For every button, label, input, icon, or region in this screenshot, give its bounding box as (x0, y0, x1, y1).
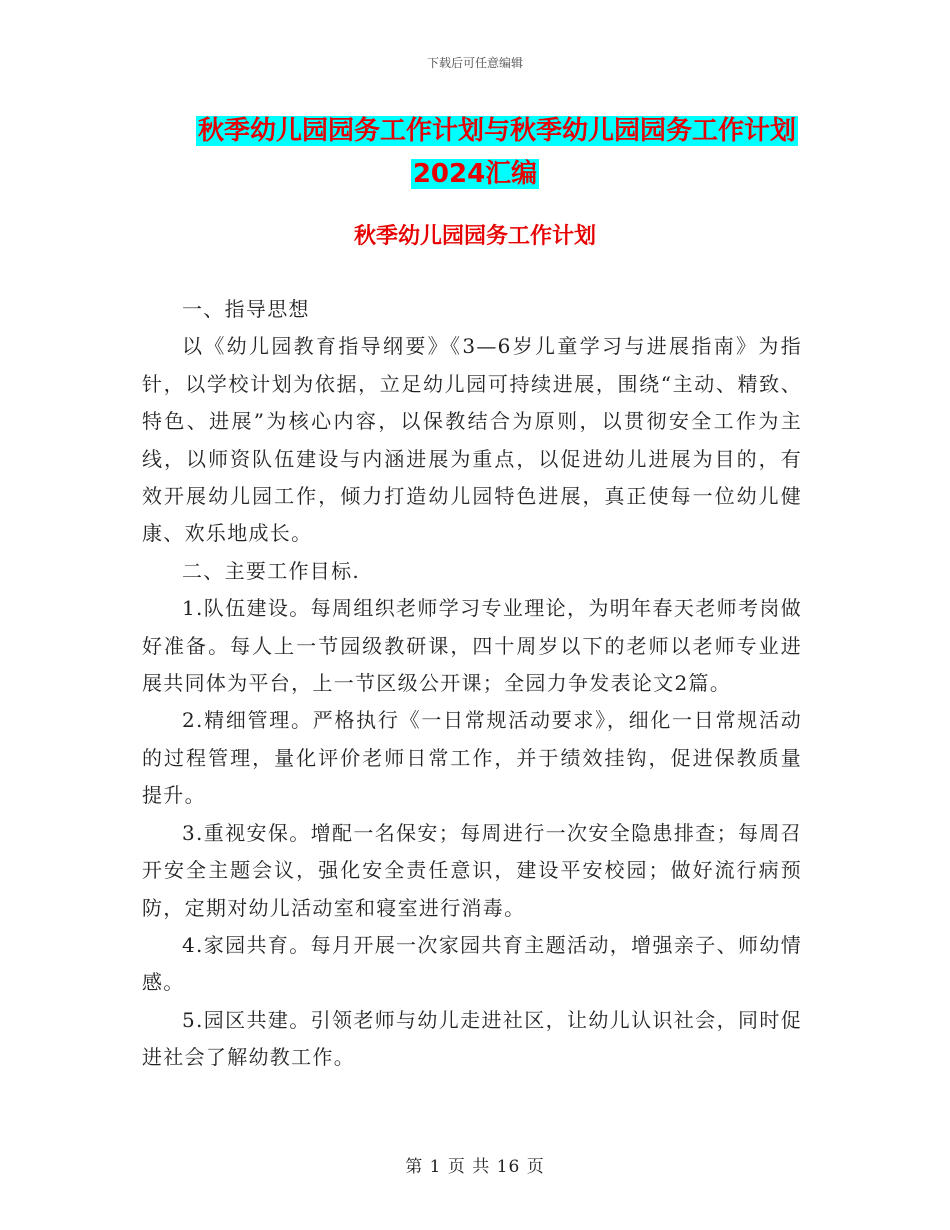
paragraph-heading-guiding-ideology: 一、指导思想 (182, 297, 310, 321)
paragraph-fine-management: 2.精细管理。严格执行《一日常规活动要求》，细化一日常规活动的过程管理，量化评价老师日常工作，并于绩效挂钩，促进保教质量提升。 (142, 708, 802, 808)
header-note: 下载后可任意编辑 (426, 56, 523, 70)
paragraph-home-school: 4.家园共育。每月开展一次家园共育主题活动，增强亲子、师幼情感。 (142, 932, 802, 995)
page-number: 第 1 页 共 16 页 (405, 1157, 545, 1177)
paragraph-security: 3.重视安保。增配一名保安；每周进行一次安全隐患排查；每周召开安全主题会议，强化安全责任意识，建设平安校园；做好流行病预防，定期对幼儿活动室和寝室进行消毒。 (142, 820, 802, 920)
section-title: 秋季幼儿园园务工作计划 (353, 224, 596, 249)
document-title-text-1: 秋季幼儿园园务工作计划与秋季幼儿园园务工作计划 (197, 116, 796, 146)
paragraph-guiding-ideology: 以《幼儿园教育指导纲要》《3—6岁儿童学习与进展指南》为指针，以学校计划为依据，立足幼儿园可持续进展，围绕“主动、精致、特色、进展”为核心内容，以保教结合为原则，以贯彻安全工作为主线，以师资队伍建设与内涵进展为重点，以促进幼儿进展为目的，有效开展幼儿园工作，倾力打造幼儿园特色进展，真正使每一位幼儿健康、欢乐地成长。 (142, 334, 802, 546)
document-body (142, 291, 802, 1077)
paragraph-community: 5.园区共建。引领老师与幼儿走进社区，让幼儿认识社会，同时促进社会了解幼教工作。 (142, 1007, 802, 1070)
document-title-text-2: 2024汇编 (412, 159, 538, 189)
document-title-line-1 (0, 110, 950, 152)
paragraph-team-building: 1.队伍建设。每周组织老师学习专业理论，为明年春天老师考岗做好准备。每人上一节园级教研课，四十周岁以下的老师以老师专业进展共同体为平台，上一节区级公开课；全园力争发表论文2篇。 (142, 596, 802, 696)
document-title-line-2 (0, 153, 950, 195)
paragraph-heading-main-goals: 二、主要工作目标. (182, 558, 361, 583)
